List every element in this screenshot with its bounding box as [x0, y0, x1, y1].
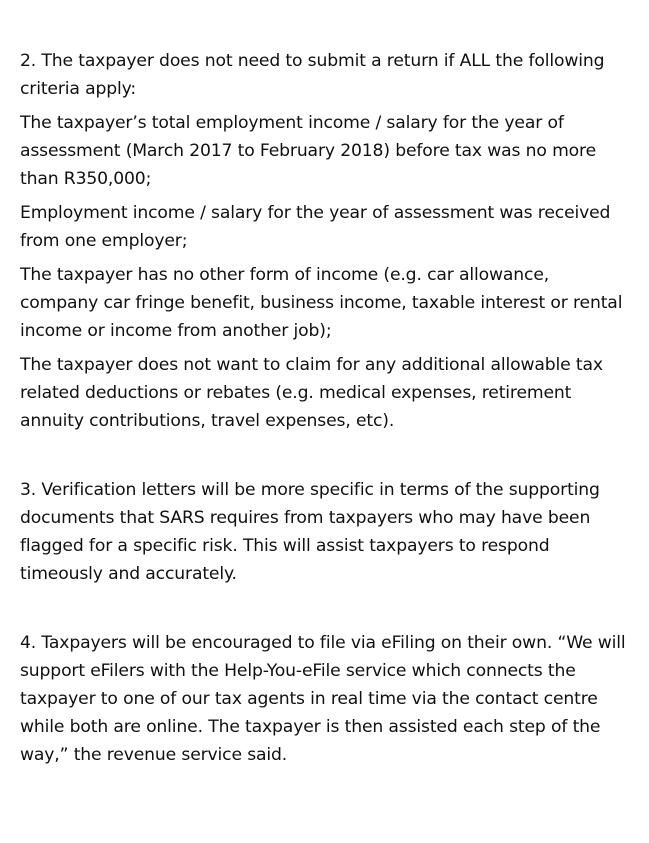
point-4-paragraph: 4. Taxpayers will be encouraged to file via eFiling on their own. “We will support eFilers with the Help-You-eFile service which connects the taxpayer to one of our tax agents in real time via the contact centre while both are online. The taxpayer is then assisted each step of the way,” the revenue service said. — [20, 633, 626, 765]
point-2-intro: 2. The taxpayer does not need to submit a return if ALL the following criteria apply: — [20, 51, 605, 99]
criteria-no-other-income: The taxpayer has no other form of income (e.g. car allowance, company car fringe benefit, business income, taxable interest or rental income or income from another job); — [20, 265, 623, 341]
criteria-income-limit: The taxpayer’s total employment income / salary for the year of assessment (March 2017 to February 2018) before tax was no more than R350,000; — [20, 113, 596, 189]
criteria-single-employer: Employment income / salary for the year of assessment was received from one employer; — [20, 203, 611, 251]
point-3-paragraph: 3. Verification letters will be more specific in terms of the supporting documents that SARS requires from taxpayers who may have been flagged for a specific risk. This will assist taxpayers to respond timeously and accurately. — [20, 480, 600, 584]
criteria-no-deductions: The taxpayer does not want to claim for any additional allowable tax related deductions or rebates (e.g. medical expenses, retirement annuity contributions, travel expenses, etc). — [20, 355, 603, 431]
article-body — [20, 47, 632, 769]
